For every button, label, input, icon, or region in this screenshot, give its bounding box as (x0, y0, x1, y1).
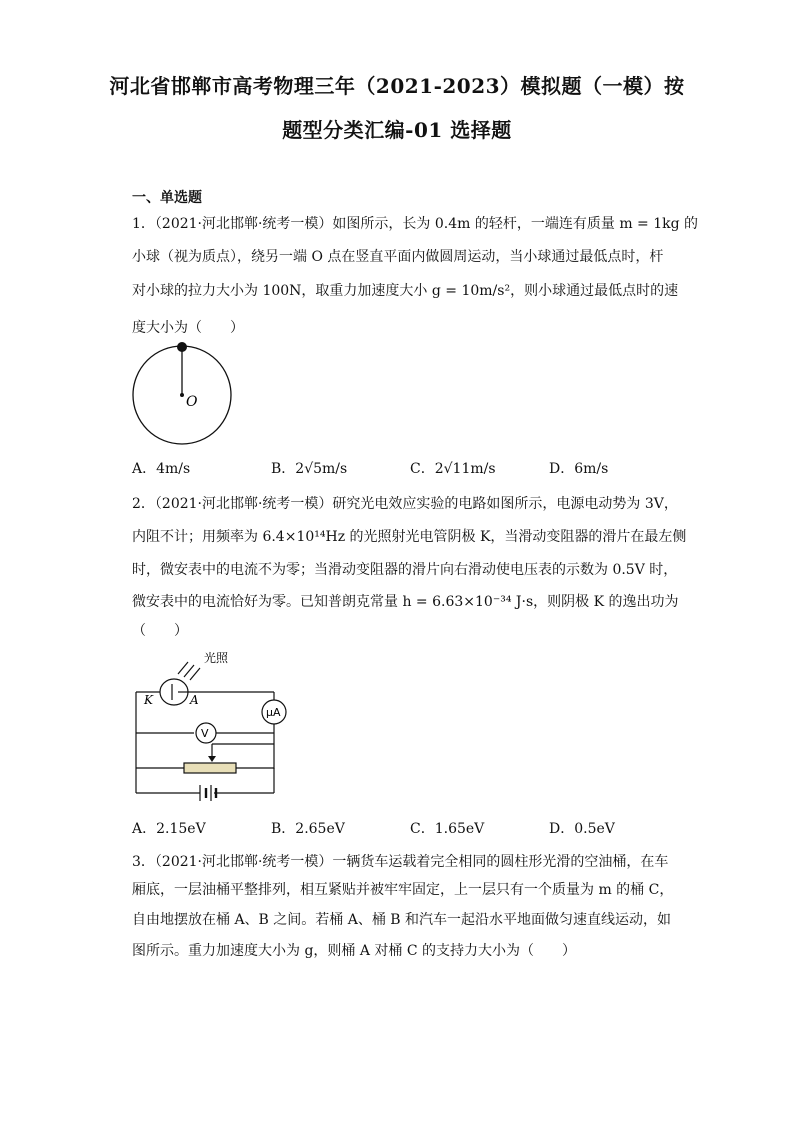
q2-text-line: 微安表中的电流恰好为零。已知普朗克常量 h = 6.63×10⁻³⁴ J·s，则阴极 K 的逸出功为 (132, 594, 679, 610)
q2-option-b[interactable]: B．2.65eV (271, 821, 345, 837)
q1-option-b[interactable]: B．2√5m/s (271, 461, 348, 477)
center-point (180, 393, 184, 397)
q2-option-a[interactable]: A．2.15eV (132, 821, 206, 837)
q3-text-line: 自由地摆放在桶 A、B 之间。若桶 A、桶 B 和汽车一起沿水平地面做匀速直线运动，如 (132, 912, 672, 928)
light-ray (184, 665, 194, 677)
ball (177, 342, 187, 352)
document-title-line-1: 河北省邯郸市高考物理三年（2021-2023）模拟题（一模）按 (109, 74, 685, 98)
q2-text-line: 内阻不计；用频率为 6.4×10¹⁴Hz 的光照射光电管阴极 K，当滑动变阻器的滑片在最左侧 (132, 529, 687, 545)
section-heading: 一、单选题 (132, 190, 202, 206)
q3-text-line: 厢底，一层油桶平整排列，相互紧贴并被牢牢固定，上一层只有一个质量为 m 的桶 C， (132, 882, 674, 898)
cathode-label: K (144, 693, 153, 707)
q2-option-d[interactable]: D．0.5eV (549, 821, 615, 837)
q1-option-c[interactable]: C．2√11m/s (410, 461, 496, 477)
document-title-line-2: 题型分类汇编-01 选择题 (282, 118, 512, 142)
microammeter-label: μA (266, 706, 281, 719)
q2-text-line: 时，微安表中的电流不为零；当滑动变阻器的滑片向右滑动使电压表的示数为 0.5V 时， (132, 562, 678, 578)
voltmeter-label: V (201, 727, 209, 740)
q2-text-line: 2．（2021·河北邯郸·统考一模）研究光电效应实验的电路如图所示，电源电动势为 3V， (132, 496, 678, 512)
slider-arrow (208, 756, 216, 762)
q1-circle-figure (128, 340, 238, 450)
q1-option-a[interactable]: A．4m/s (132, 461, 191, 477)
q2-text-line: （ ） (132, 623, 188, 639)
rheostat (184, 763, 236, 773)
q1-text-line: 1．（2021·河北邯郸·统考一模）如图所示，长为 0.4m 的轻杆，一端连有质量 m = 1kg 的 (132, 216, 699, 232)
q2-option-c[interactable]: C．1.65eV (410, 821, 485, 837)
q2-circuit-figure (126, 648, 296, 803)
light-ray (190, 668, 200, 680)
q3-text-line: 3．（2021·河北邯郸·统考一模）一辆货车运载着完全相同的圆柱形光滑的空油桶，在车 (132, 854, 669, 870)
light-ray (178, 662, 188, 674)
q1-text-line: 小球（视为质点），绕另一端 O 点在竖直平面内做圆周运动，当小球通过最低点时，杆 (132, 249, 664, 265)
q1-text-line: 对小球的拉力大小为 100N，取重力加速度大小 g = 10m/s²，则小球通过最低点时的速 (132, 283, 679, 299)
light-label: 光照 (204, 651, 229, 665)
q1-text-line: 度大小为（ ） (132, 320, 244, 336)
center-label-o: O (186, 394, 198, 410)
q3-text-line: 图所示。重力加速度大小为 g，则桶 A 对桶 C 的支持力大小为（ ） (132, 943, 577, 959)
anode-label: A (190, 693, 199, 707)
q1-option-d[interactable]: D．6m/s (549, 461, 609, 477)
